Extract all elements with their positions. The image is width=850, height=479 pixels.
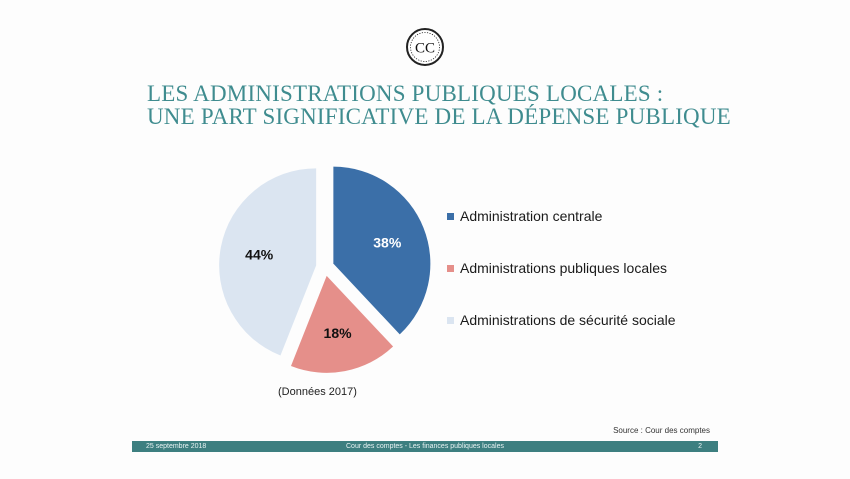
legend-item-centrale [447,207,676,225]
chart-legend [447,207,676,329]
title-line-1: LES ADMINISTRATIONS PUBLIQUES LOCALES : [147,81,664,106]
pie-label-centrale: 38% [373,234,402,251]
footer-title: Cour des comptes - Les finances publiques locales [346,443,504,450]
legend-label-centrale: Administration centrale [460,208,603,224]
legend-label-securite-sociale: Administrations de sécurité sociale [460,312,676,328]
page-title [147,82,767,128]
cour-des-comptes-logo [405,27,445,67]
pie-chart [200,155,450,380]
footer-date: 25 septembre 2018 [146,443,207,450]
legend-swatch-securite-sociale [447,317,454,324]
legend-swatch-locales [447,265,454,272]
title-line-2: UNE PART SIGNIFICATIVE DE LA DÉPENSE PUBLIQUE [147,104,731,129]
legend-item-locales [447,259,676,277]
data-year-note: (Données 2017) [278,386,357,398]
legend-label-locales: Administrations publiques locales [460,260,667,276]
source-note: Source : Cour des comptes [613,426,710,435]
pie-label-locales: 18% [323,324,352,341]
page-number: 2 [698,443,702,450]
logo-letters: CC [414,40,436,57]
legend-item-securite-sociale [447,311,676,329]
legend-swatch-centrale [447,213,454,220]
pie-label-securite-sociale: 44% [245,246,274,263]
footer-bar [132,441,718,452]
